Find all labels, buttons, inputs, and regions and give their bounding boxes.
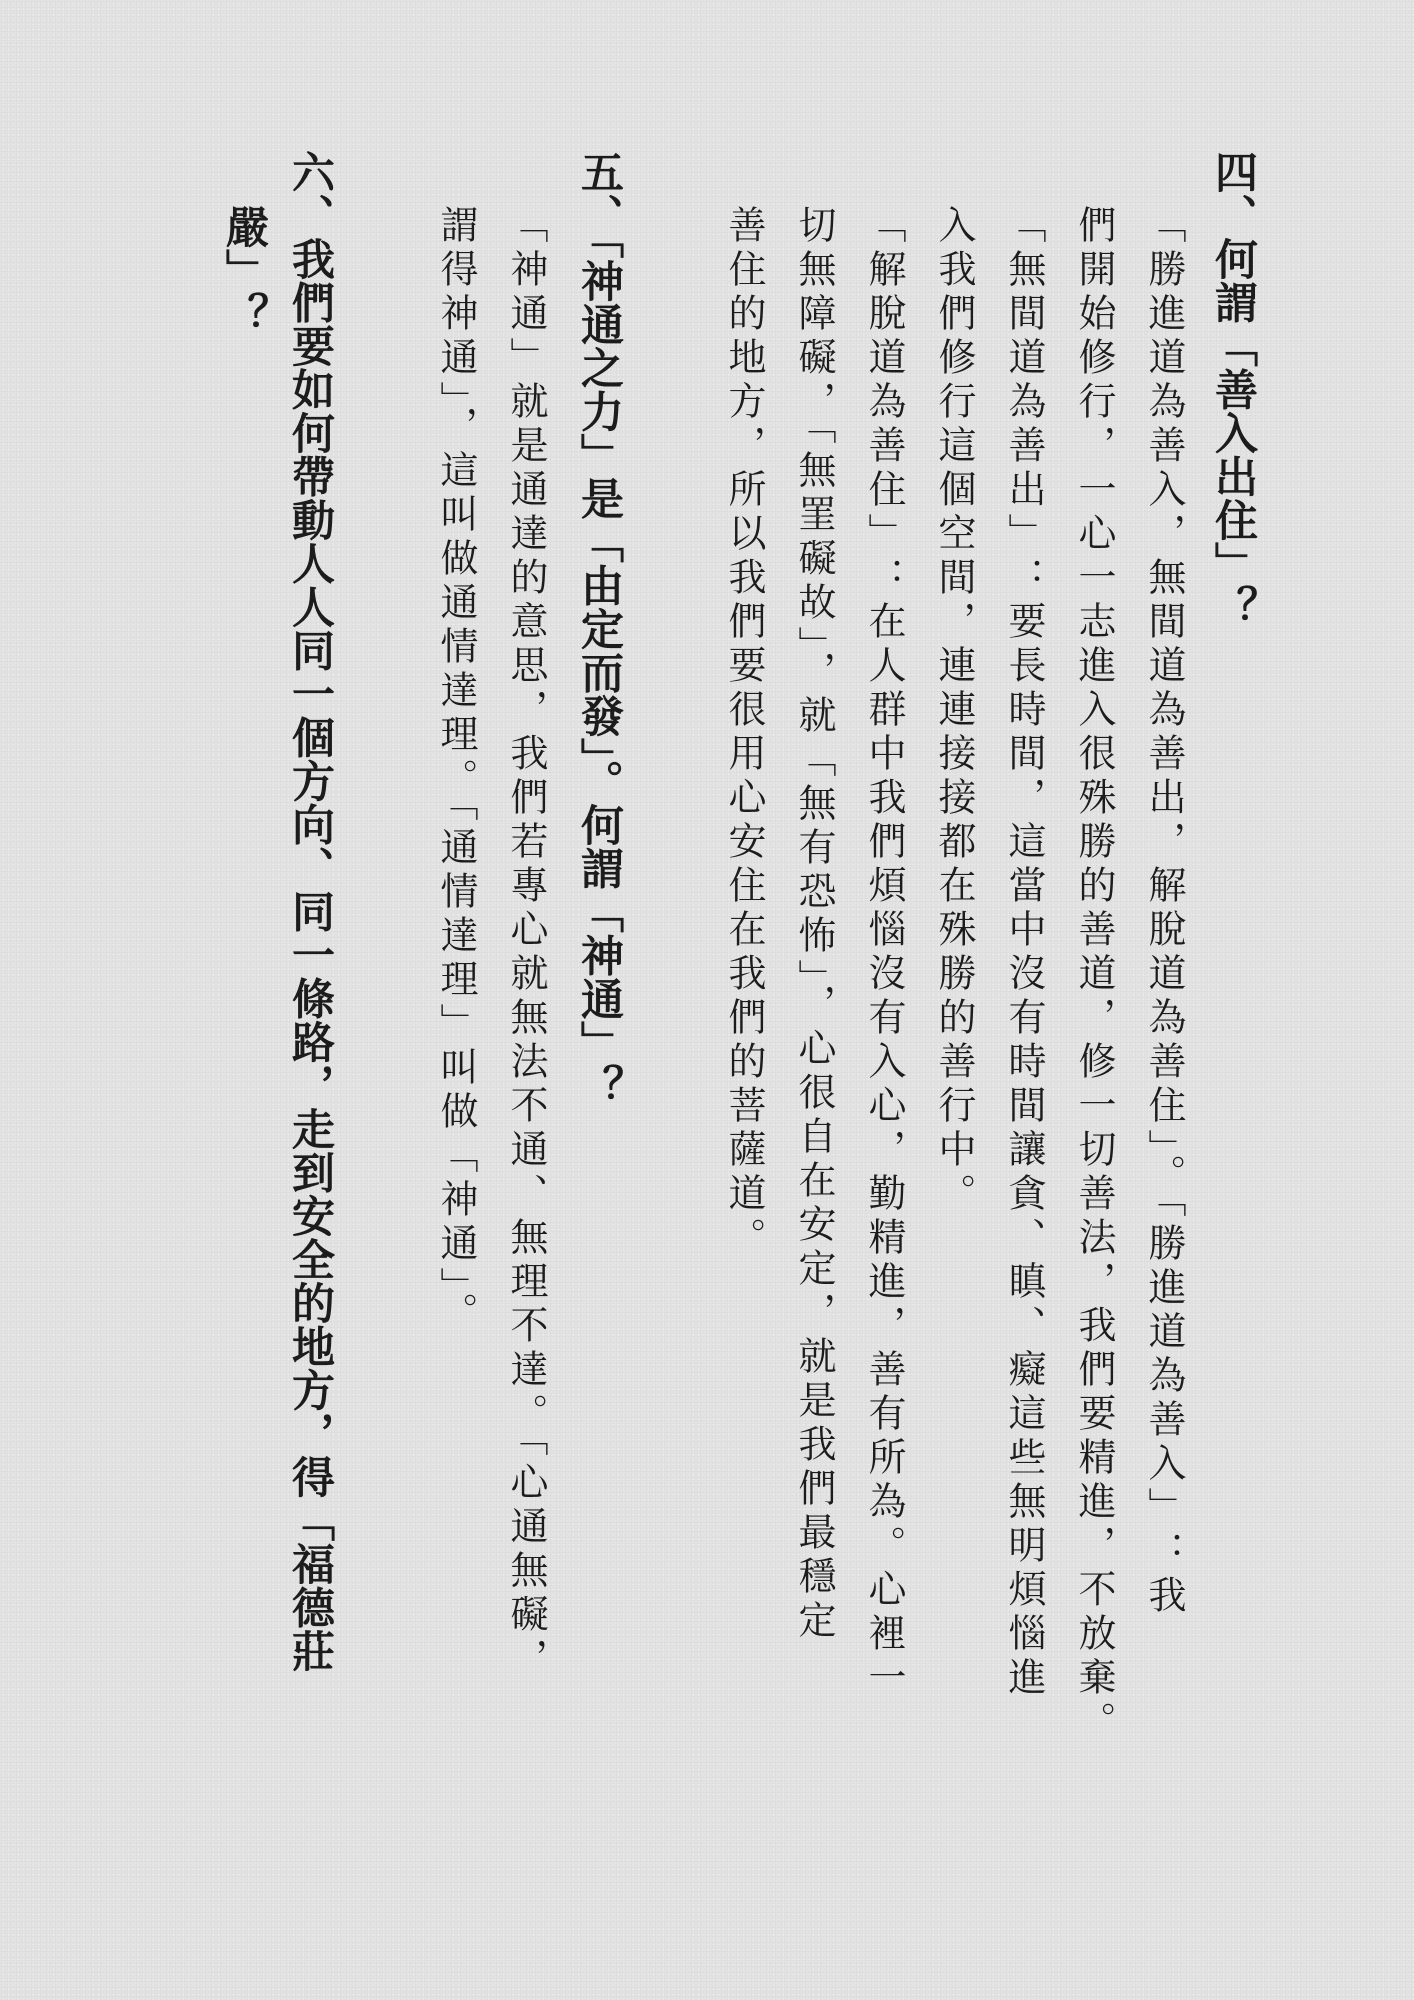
q4-answer-line-3: 「無間道為善出」：要長時間，這當中沒有時間讓貪、瞋、癡這些無明煩惱進 (1002, 205, 1046, 1701)
q4-answer-line-2: 們開始修行，一心一志進入很殊勝的善道，修一切善法，我們要精進，不放棄。 (1072, 205, 1116, 1745)
q4-answer-line-1: 「勝進道為善入，無間道為善出，解脫道為善住」。「勝進道為善入」：我 (1142, 205, 1186, 1619)
question-6-heading-continued: 嚴」？ (219, 205, 269, 336)
q4-answer-line-4: 入我們修行這個空間，連連接接都在殊勝的善行中。 (932, 205, 976, 1217)
question-6-heading: 六、我們要如何帶動人人同一個方向、同一條路，走到安全的地方，得「福德莊 (285, 150, 335, 1673)
question-5-heading: 五、「神通之力」是「由定而發」。何謂「神通」？ (574, 150, 624, 1108)
q5-answer-line-2: 謂得神通」，這叫做通情達理。「通情達理」叫做「神通」。 (434, 205, 478, 1336)
q4-answer-line-5: 「解脫道為善住」：在人群中我們煩惱沒有入心，勤精進，善有所為。心裡一 (862, 205, 906, 1701)
q4-answer-line-7: 善住的地方，所以我們要很用心安住在我們的菩薩道。 (722, 205, 766, 1261)
question-4-heading: 四、何謂「善入出住」？ (1208, 150, 1258, 629)
q5-answer-line-1: 「神通」就是通達的意思，我們若專心就無法不通、無理不達。「心通無礙， (504, 205, 548, 1682)
q4-answer-line-6: 切無障礙，「無罣礙故」，就「無有恐怖」，心很自在安定，就是我們最穩定 (792, 205, 836, 1644)
